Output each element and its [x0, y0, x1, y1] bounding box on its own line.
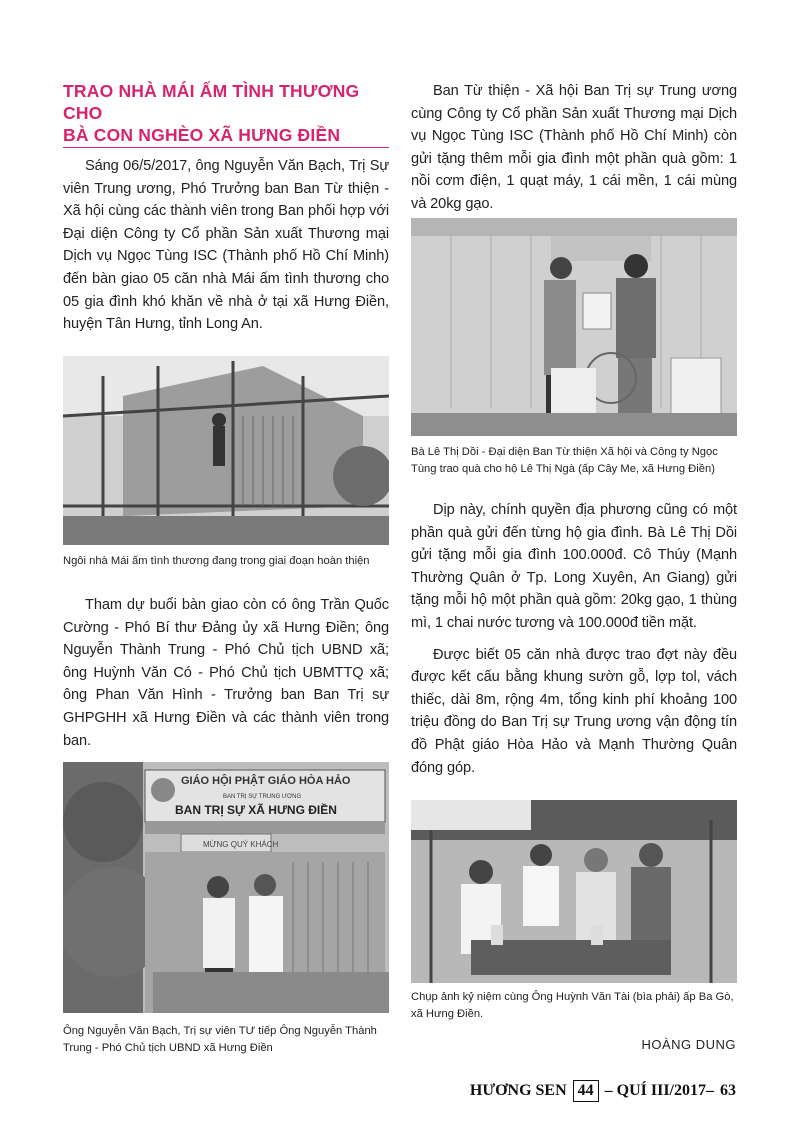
photo-house-construction — [63, 356, 389, 545]
page-number: 63 — [720, 1082, 736, 1099]
sign-line-3: BAN TRỊ SỰ XÃ HƯNG ĐIỀN — [175, 803, 337, 817]
paragraph-1: Sáng 06/5/2017, ông Nguyễn Văn Bạch, Trị Sự viên Trung ương, Phó Trưởng ban Ban Từ thiện - Xã hội cùng các thành viên trong Ban phối hợp với Đại diện Công ty Cổ phần Sản xuất Thương mại Dịch vụ Ngọc Tùng ISC (Thành phố Hồ Chí Minh) đến bàn giao 05 căn nhà Mái ấm tình thương cho 05 gia đình khó khăn về nhà ở tại xã Hưng Điền, huyện Tân Hưng, tỉnh Long An. — [63, 158, 389, 333]
title-line-1: TRAO NHÀ MÁI ẤM TÌNH THƯƠNG CHO — [63, 81, 360, 123]
article-title — [63, 80, 389, 146]
paragraph-3: Ban Từ thiện - Xã hội Ban Trị sự Trung ương cùng Công ty Cổ phần Sản xuất Thương mại Dịch vụ Ngọc Tùng ISC (Thành phố Hồ Chí Minh) còn gửi tặng thêm mỗi gia đình một phần quà gồm: 1 nồi cơm điện, 1 quạt máy, 1 cái mền, 1 cái mùng và 20kg gạo. — [411, 83, 737, 212]
caption-1: Ngôi nhà Mái ấm tình thương đang trong giai đoạn hoàn thiện — [63, 555, 370, 567]
right-column-top — [411, 80, 737, 216]
author-name: HOÀNG DUNG — [641, 1037, 736, 1052]
paragraph-5: Được biết 05 căn nhà được trao đợt này đều được kết cấu bằng khung sườn gỗ, lợp tol, vách thiếc, dài 8m, rộng 4m, tổng kinh phí khoảng 100 triệu đồng do Ban Trị sự Trung ương vận động tín đồ Phật giáo Hòa Hảo và Mạnh Thường Quân đóng góp. — [411, 646, 737, 776]
issue-quarter: – QUÍ III/2017– — [604, 1082, 714, 1099]
paragraph-4: Dịp này, chính quyền địa phương cũng có một phần quà gửi đến từng hộ gia đình. Bà Lê Thị Dồi gửi tặng mỗi gia đình 100.000đ. Cô Thúy (Mạnh Thường Quân ở Tp. Long Xuyên, An Giang) gửi tặng mỗi hộ một phần quà gồm: 20kg gạo, 1 thùng mì, 1 chai nước tương và 100.000đ tiền mặt. — [411, 502, 737, 631]
photo-group — [411, 800, 737, 983]
caption-4: Chụp ảnh kỷ niệm cùng Ông Huỳnh Văn Tài (bìa phải) ấp Ba Gò, xã Hưng Điền. — [411, 991, 734, 1020]
sign-line-2: BAN TRỊ SỰ TRUNG ƯƠNG — [223, 794, 302, 800]
left-column-bottom — [63, 594, 389, 752]
photo-gift-giving — [411, 218, 737, 436]
title-underline — [63, 147, 389, 148]
sign-line-1: GIÁO HỘI PHẬT GIÁO HÒA HẢO — [181, 775, 351, 787]
magazine-name: HƯƠNG SEN — [469, 1082, 567, 1099]
photo-banner: MỪNG QUÝ KHÁCH — [203, 840, 279, 849]
left-column — [63, 80, 389, 336]
issue-number: 44 — [573, 1080, 599, 1102]
right-column-middle — [411, 499, 737, 779]
caption-2: Ông Nguyễn Văn Bạch, Trị sự viên TƯ tiếp Ông Nguyễn Thành Trung - Phó Chủ tịch UBND xã Hưng Điền — [63, 1025, 377, 1054]
paragraph-2: Tham dự buổi bàn giao còn có ông Trần Quốc Cường - Phó Bí thư Đảng ủy xã Hưng Điền; ông Nguyễn Thành Trung - Phó Chủ tịch UBND xã; ông Huỳnh Văn Có - Phó Chủ tịch UBMTTQ xã; ông Phan Văn Hình - Trưởng ban Ban Trị sự GHPGHH xã Hưng Điền và các thành viên trong ban. — [63, 597, 389, 749]
title-line-2: BÀ CON NGHÈO XÃ HƯNG ĐIỀN — [63, 125, 341, 145]
caption-3: Bà Lê Thị Dồi - Đại diện Ban Từ thiện Xã hội và Công ty Ngọc Tùng trao quà cho hộ Lê Thị Ngà (ấp Cây Me, xã Hưng Điền) — [411, 446, 718, 475]
photo-handshake — [63, 762, 389, 1013]
page-footer — [470, 1079, 736, 1103]
